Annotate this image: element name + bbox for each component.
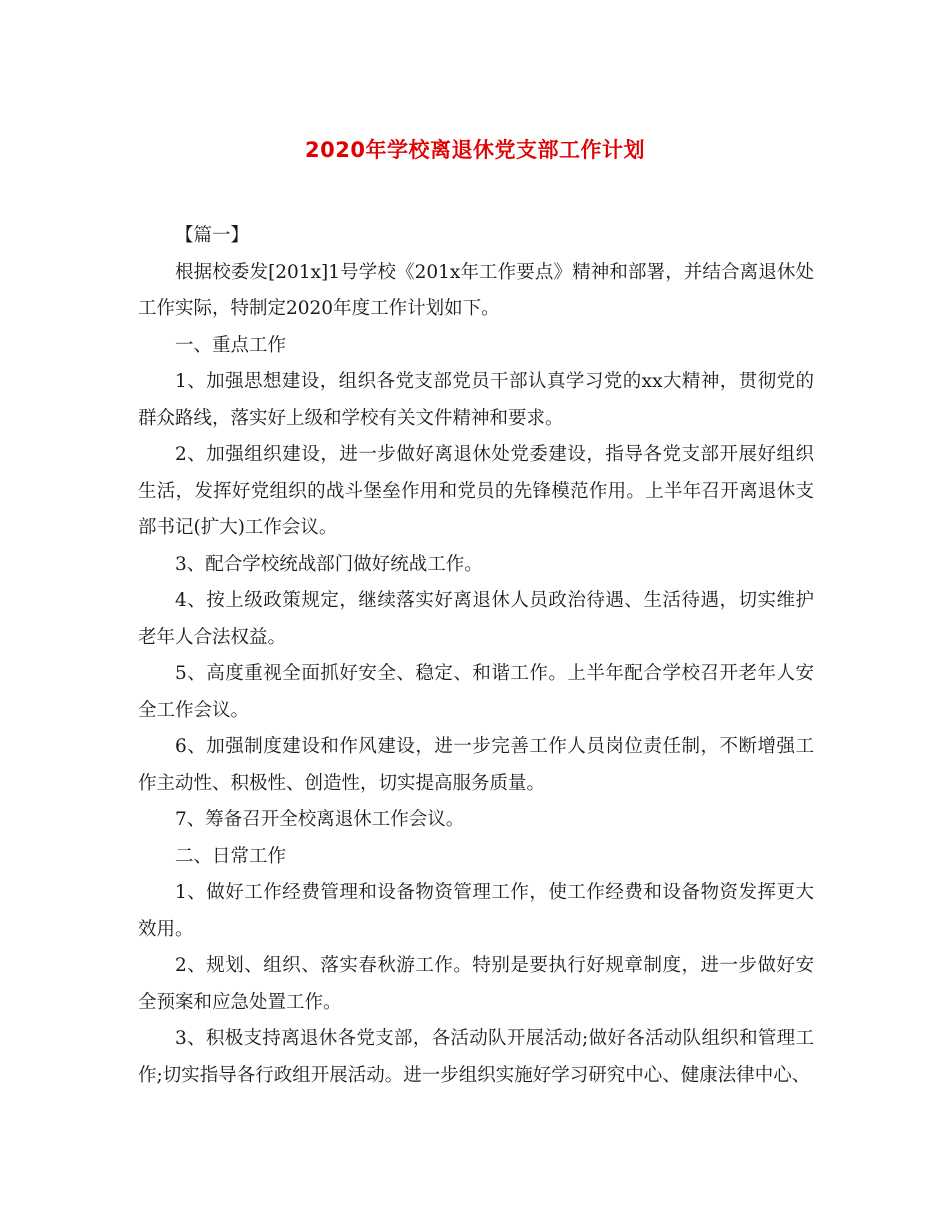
heading-daily-work: 二、日常工作 bbox=[175, 845, 287, 867]
paragraph-key-item-1: 1、加强思想建设，组织各党支部党员干部认真学习党的xx大精神，贯彻党的群众路线，落实好上级和学校有关文件精神和要求。 bbox=[138, 371, 814, 429]
paragraph-key-item-5: 5、高度重视全面抓好安全、稳定、和谐工作。上半年配合学校召开老年人安全工作会议。 bbox=[138, 663, 814, 721]
document-title: 2020年学校离退休党支部工作计划 bbox=[305, 138, 645, 162]
heading-key-work: 一、重点工作 bbox=[175, 334, 287, 356]
paragraph-key-item-2: 2、加强组织建设，进一步做好离退休处党委建设，指导各党支部开展好组织生活，发挥好党组织的战斗堡垒作用和党员的先锋模范作用。上半年召开离退休支部书记(扩大)工作会议。 bbox=[138, 444, 814, 538]
paragraph-daily-item-3: 3、积极支持离退休各党支部，各活动队开展活动;做好各活动队组织和管理工作;切实指导各行政组开展活动。进一步组织实施好学习研究中心、健康法律中心、 bbox=[138, 1028, 814, 1086]
document-body bbox=[138, 218, 814, 1094]
paragraph-key-item-6: 6、加强制度建设和作风建设，进一步完善工作人员岗位责任制，不断增强工作主动性、积极性、创造性，切实提高服务质量。 bbox=[138, 736, 814, 794]
paragraph-key-item-7: 7、筹备召开全校离退休工作会议。 bbox=[175, 809, 465, 830]
paragraph-key-item-4: 4、按上级政策规定，继续落实好离退休人员政治待遇、生活待遇，切实维护老年人合法权益。 bbox=[138, 590, 814, 648]
paragraph-daily-item-1: 1、做好工作经费管理和设备物资管理工作，使工作经费和设备物资发挥更大效用。 bbox=[138, 882, 814, 940]
paragraph-daily-item-2: 2、规划、组织、落实春秋游工作。特别是要执行好规章制度，进一步做好安全预案和应急处置工作。 bbox=[138, 955, 814, 1013]
paragraph-key-item-3: 3、配合学校统战部门做好统战工作。 bbox=[175, 553, 483, 575]
paragraph-intro: 根据校委发[201x]1号学校《201x年工作要点》精神和部署，并结合离退休处工作实际，特制定2020年度工作计划如下。 bbox=[138, 261, 814, 319]
paragraph-section-label: 【篇一】 bbox=[175, 225, 250, 246]
